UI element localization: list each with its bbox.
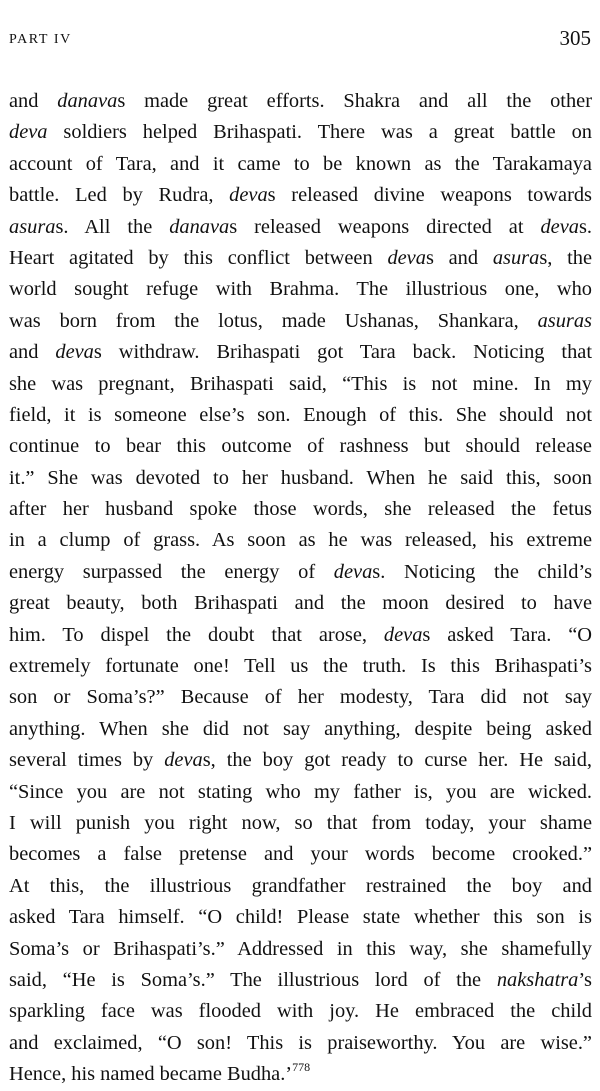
text-line (9, 494, 592, 525)
text-line (9, 651, 592, 682)
text-run: s released divine weapons towards (267, 184, 592, 207)
text-line (9, 117, 592, 148)
text-run: and exclaimed, “O son! This is praiseworthy. You are wise.” (9, 1031, 592, 1054)
italic-term: deva (9, 121, 48, 144)
italic-term: deva (383, 623, 423, 646)
text-run: s asked Tara. “O (422, 623, 592, 646)
text-line (9, 86, 592, 117)
text-run: I will punish you right now, so that from today, your shame (9, 811, 592, 834)
italic-term: asuras (537, 309, 592, 332)
text-run: s and (425, 246, 493, 269)
text-run: was born from the lotus, made Ushanas, Shankara, (9, 309, 538, 332)
running-head (9, 26, 591, 50)
italic-term: deva (229, 184, 268, 207)
text-run: it.” She was devoted to her husband. When he said this, soon (9, 466, 592, 489)
section-label: PART IV (9, 32, 72, 47)
text-line (9, 431, 592, 462)
body-paragraph (9, 86, 592, 1091)
text-line (9, 212, 592, 243)
text-line (9, 525, 592, 556)
italic-term: deva (540, 215, 579, 238)
text-line (9, 934, 592, 965)
text-line (9, 588, 592, 619)
text-run: soldiers helped Brihaspati. There was a great battle on (47, 121, 592, 144)
text-run: s. (578, 215, 592, 238)
text-line (9, 1028, 592, 1059)
text-line (9, 1059, 592, 1090)
text-run: said, “He is Soma’s.” The illustrious lord of the (9, 968, 497, 991)
text-line (9, 274, 592, 305)
text-line (9, 463, 592, 494)
text-run: sparkling face was flooded with joy. He embraced the child (9, 1000, 592, 1023)
text-line (9, 620, 592, 651)
text-run: anything. When she did not say anything, despite being asked (9, 717, 592, 740)
text-line (9, 871, 592, 902)
text-line (9, 996, 592, 1027)
text-line (9, 243, 592, 274)
text-run: extremely fortunate one! Tell us the truth. Is this Brihaspati’s (9, 655, 592, 678)
text-line (9, 400, 592, 431)
text-line (9, 149, 592, 180)
text-line (9, 557, 592, 588)
italic-term: deva (387, 246, 426, 269)
text-line (9, 745, 592, 776)
text-run: several times by (9, 749, 165, 772)
text-run: son or Soma’s?” Because of her modesty, Tara did not say (9, 686, 592, 709)
text-run: world sought refuge with Brahma. The illustrious one, who (9, 278, 592, 301)
text-line (9, 902, 592, 933)
text-run: s. All the (55, 215, 170, 238)
text-run: s made great efforts. Shakra and all the other (117, 90, 592, 112)
text-run: after her husband spoke those words, she released the fetus (9, 498, 592, 521)
italic-term: deva (333, 560, 373, 583)
text-run: and (9, 341, 56, 364)
text-run: asked Tara himself. “O child! Please state whether this son is (9, 906, 592, 929)
text-run: account of Tara, and it came to be known as the Tarakamaya (9, 152, 592, 175)
text-run: “Since you are not stating who my father is, you are wicked. (9, 780, 592, 803)
text-run: him. To dispel the doubt that arose, (9, 623, 384, 646)
text-run: energy surpassed the energy of (9, 560, 334, 583)
text-run: s, the boy got ready to curse her. He said, (202, 749, 592, 772)
text-run: and (9, 90, 58, 112)
text-run: s withdraw. Brihaspati got Tara back. Noticing that (93, 341, 592, 364)
text-run: field, it is someone else’s son. Enough of this. She should not (9, 403, 592, 426)
text-run: s released weapons directed at (229, 215, 541, 238)
italic-term: asura (9, 215, 56, 238)
text-run: s. Noticing the child’s (372, 560, 593, 583)
text-run: continue to bear this outcome of rashness but should release (9, 435, 592, 458)
text-line (9, 369, 592, 400)
text-line (9, 714, 592, 745)
text-run: At this, the illustrious grandfather restrained the boy and (9, 874, 592, 897)
text-run: battle. Led by Rudra, (9, 184, 230, 207)
text-run: Hence, his named became Budha.’ (9, 1063, 293, 1086)
italic-term: deva (55, 341, 94, 364)
italic-term: deva (164, 749, 203, 772)
footnote-reference: 778 (292, 1060, 311, 1075)
text-line (9, 777, 592, 808)
page-number: 305 (559, 26, 591, 50)
italic-term: danava (169, 215, 230, 238)
italic-term: danava (57, 90, 118, 112)
text-line (9, 808, 592, 839)
text-line (9, 965, 592, 996)
text-run: ’s (578, 968, 592, 991)
text-line (9, 337, 592, 368)
text-run: Soma’s or Brihaspati’s.” Addressed in this way, she shamefully (9, 937, 592, 960)
text-run: she was pregnant, Brihaspati said, “This is not mine. In my (9, 372, 592, 395)
italic-term: nakshatra (496, 968, 579, 991)
text-run: in a clump of grass. As soon as he was released, his extreme (9, 529, 592, 552)
text-run: s, the (539, 246, 593, 269)
text-line (9, 839, 592, 870)
italic-term: asura (492, 246, 540, 269)
text-line (9, 180, 592, 211)
text-run: great beauty, both Brihaspati and the moon desired to have (9, 592, 592, 615)
text-line (9, 306, 592, 337)
text-line (9, 682, 592, 713)
text-run: becomes a false pretense and your words become crooked.” (9, 843, 592, 866)
text-run: Heart agitated by this conflict between (9, 246, 388, 269)
